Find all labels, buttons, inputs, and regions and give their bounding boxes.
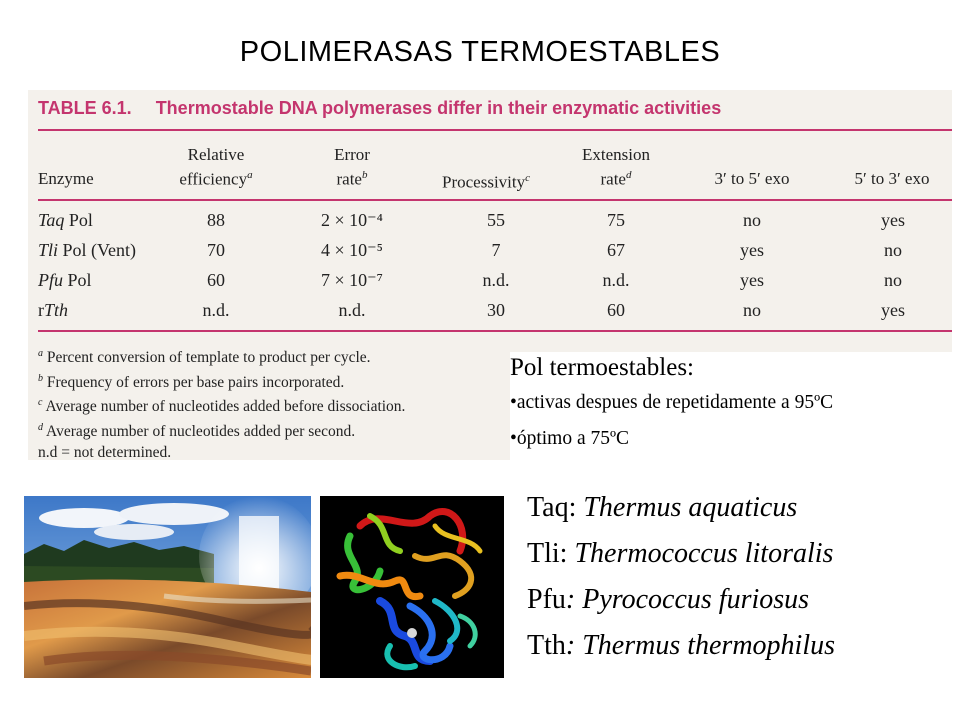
header-efficiency xyxy=(156,144,276,190)
footnote-sup: d xyxy=(38,421,43,433)
species-name: : Pyrococcus furiosus xyxy=(565,584,810,615)
pol-bullet-2: •óptimo a 75ºC xyxy=(510,428,630,449)
species-abbr: Tth xyxy=(527,630,566,661)
header-processivity-label: Processivity xyxy=(442,172,526,192)
footnote-sup: c xyxy=(38,397,43,409)
footnote-c xyxy=(38,393,405,418)
species-abbr: Taq: xyxy=(527,492,584,523)
species-abbr: Pfu xyxy=(527,584,566,615)
enzyme-name-italic: Tli xyxy=(38,240,59,260)
enzyme-name-rest: Pol (Vent) xyxy=(58,240,137,260)
species-name: : Thermus thermophilus xyxy=(565,630,836,661)
row-tli-efficiency: 70 xyxy=(207,240,225,260)
slide-title: POLIMERASAS TERMOESTABLES xyxy=(239,36,721,68)
header-extension-line1: Extension xyxy=(582,145,650,164)
header-error-line1: Error xyxy=(334,145,370,164)
species-name: Thermococcus litoralis xyxy=(574,538,834,569)
row-taq-efficiency: 88 xyxy=(207,210,225,230)
row-pfu-extension: n.d. xyxy=(602,270,630,290)
row-rtth-exo53: yes xyxy=(881,300,905,320)
row-pfu-efficiency: 60 xyxy=(207,270,225,290)
row-tli-error: 4 × 10⁻⁵ xyxy=(321,240,383,260)
species-abbr: Tli: xyxy=(527,538,575,569)
row-rtth-error: n.d. xyxy=(338,300,366,320)
enzyme-name-rest: Pol xyxy=(63,270,92,290)
header-error-line2: rate xyxy=(336,169,362,189)
row-rtth-processivity: 30 xyxy=(487,300,505,320)
header-processivity xyxy=(424,168,548,193)
species-tth xyxy=(527,630,835,662)
footnote-text: n.d = not determined. xyxy=(38,443,172,461)
footnote-marker-a: a xyxy=(247,169,253,181)
enzyme-name-italic: Pfu xyxy=(38,270,63,290)
row-pfu-error: 7 × 10⁻⁷ xyxy=(321,270,383,290)
pol-title: Pol termoestables: xyxy=(510,354,694,381)
footnote-text: Average number of nucleotides added per second. xyxy=(43,423,356,441)
header-enzyme: Enzyme xyxy=(38,169,94,188)
enzyme-name-italic: Taq xyxy=(38,210,65,230)
footnote-a xyxy=(38,344,405,369)
row-rtth-exo35: no xyxy=(743,300,761,320)
row-tli-exo53: no xyxy=(884,240,902,260)
row-tli-exo35: yes xyxy=(740,240,764,260)
header-error-rate xyxy=(298,144,406,190)
row-taq-exo53: yes xyxy=(881,210,905,230)
header-3to5-exo: 3′ to 5′ exo xyxy=(714,169,790,188)
footnote-b xyxy=(38,369,405,394)
rule-top xyxy=(38,129,952,131)
footnote-marker-d: d xyxy=(625,169,632,181)
footnote-text: Frequency of errors per base pairs incorporated. xyxy=(43,373,345,391)
row-taq-processivity: 55 xyxy=(487,210,505,230)
footnote-sup: a xyxy=(38,348,43,359)
header-5to3-exo: 5′ to 3′ exo xyxy=(854,169,930,188)
enzyme-name-italic: Tth xyxy=(44,300,69,320)
row-pfu-exo53: no xyxy=(884,270,902,290)
row-taq-extension: 75 xyxy=(607,210,625,230)
rule-bottom xyxy=(38,330,952,332)
pol-info-box xyxy=(510,352,952,460)
row-rtth-efficiency: n.d. xyxy=(202,300,230,320)
row-pfu-exo35: yes xyxy=(740,270,764,290)
species-pfu xyxy=(527,584,809,616)
footnote-d xyxy=(38,418,405,443)
row-tli-processivity: 7 xyxy=(491,240,501,260)
footnote-marker-b: b xyxy=(361,169,368,181)
row-taq-error: 2 × 10⁻⁴ xyxy=(321,210,383,230)
row-taq-exo35: no xyxy=(743,210,761,230)
table-caption-text: Thermostable DNA polymerases differ in their enzymatic activities xyxy=(155,98,722,118)
species-name: Thermus aquaticus xyxy=(583,492,798,523)
header-extension-line2: rate xyxy=(600,169,626,189)
table-caption xyxy=(38,98,721,119)
rule-header xyxy=(38,199,952,201)
table-footnotes xyxy=(38,344,405,463)
table-number: TABLE 6.1. xyxy=(38,98,132,118)
header-efficiency-line2: efficiency xyxy=(179,169,248,189)
footnote-text: Percent conversion of template to product per cycle. xyxy=(43,349,371,367)
table-panel xyxy=(28,90,952,460)
footnote-sup: b xyxy=(38,372,43,384)
row-pfu-processivity: n.d. xyxy=(482,270,510,290)
pol-bullet-1: •activas despues de repetidamente a 95ºC xyxy=(510,392,834,413)
footnote-marker-c: c xyxy=(525,172,530,184)
enzyme-name-prefix: r xyxy=(38,300,44,320)
header-efficiency-line1: Relative xyxy=(187,145,245,164)
species-taq xyxy=(527,492,797,524)
footnote-nd xyxy=(38,443,405,464)
species-tli xyxy=(527,538,833,570)
row-rtth-extension: 60 xyxy=(607,300,625,320)
header-extension-rate xyxy=(560,144,672,190)
hot-spring-photo xyxy=(24,496,311,678)
footnote-text: Average number of nucleotides added before dissociation. xyxy=(42,398,406,416)
polymerase-structure-image xyxy=(320,496,504,678)
row-tli-extension: 67 xyxy=(607,240,625,260)
enzyme-name-rest: Pol xyxy=(64,210,93,230)
